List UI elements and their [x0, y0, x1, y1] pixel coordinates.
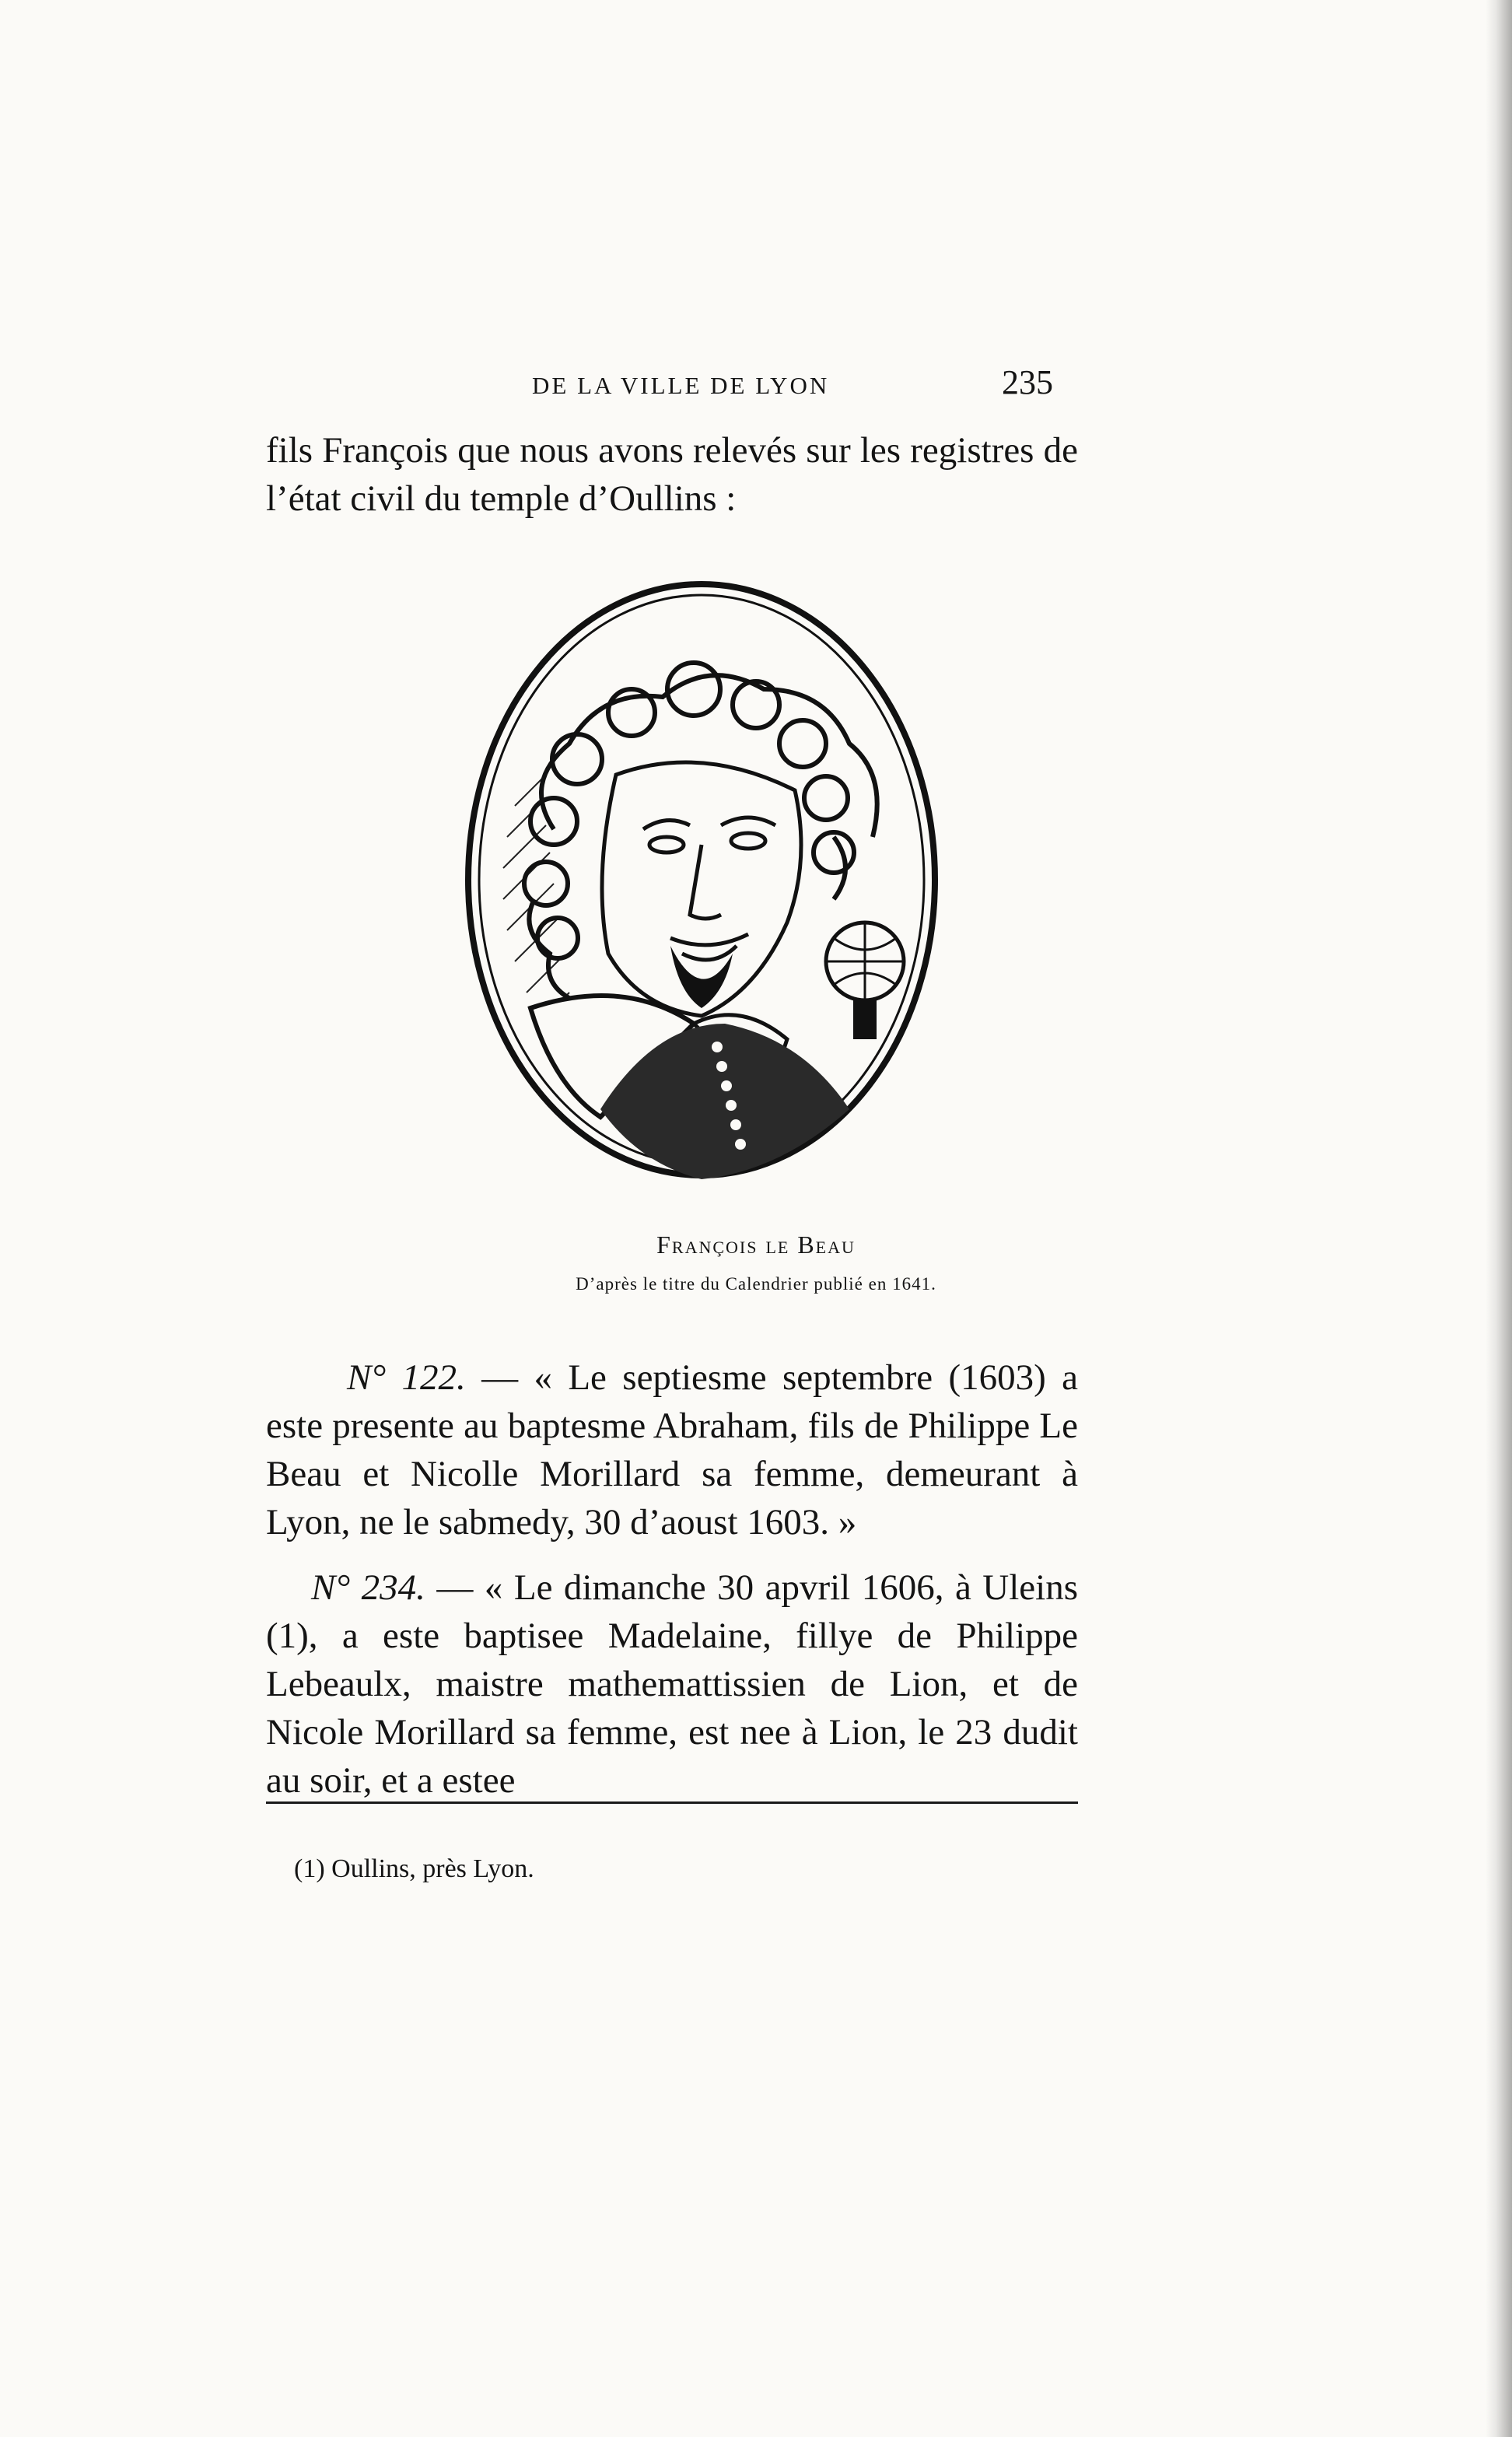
- figure-caption-source: D’après le titre du Calendrier publié en 1641.: [576, 1274, 936, 1294]
- page-number: 235: [1002, 363, 1053, 401]
- footnote-rule: [266, 1801, 1078, 1804]
- entry-text: — « Le dimanche 30 apvril 1606, à Uleins (1), a este baptisee Madelaine, fillye de Philippe Lebeaulx, maistre mathemattissien de Lion, et de Nicole Morillard sa femme, est nee à Lion, le 23 dudit au soir, et a estee: [266, 1567, 1078, 1801]
- entry-paragraph: [266, 1563, 1078, 1805]
- scan-edge-shadow: [1486, 0, 1512, 2437]
- intro-paragraph: fils François que nous avons relevés sur les registres de l’état civil du temple d’Oullins :: [266, 430, 1078, 519]
- entry-number: N° 122.: [347, 1357, 466, 1398]
- figure-caption-name: François le Beau: [656, 1231, 856, 1259]
- running-head: DE LA VILLE DE LYON: [532, 372, 830, 399]
- portrait-engraving: [460, 572, 943, 1187]
- footnote: (1) Oullins, près Lyon.: [294, 1854, 534, 1883]
- entry-number: N° 234.: [311, 1567, 425, 1608]
- entry-paragraph: [266, 1353, 1078, 1546]
- entry-text: — « Le septiesme septembre (1603) a este presente au baptesme Abraham, fils de Philippe Le Beau et Nicolle Morillard sa femme, demeurant à Lyon, ne le sabmedy, 30 d’aoust 1603. »: [266, 1357, 1078, 1542]
